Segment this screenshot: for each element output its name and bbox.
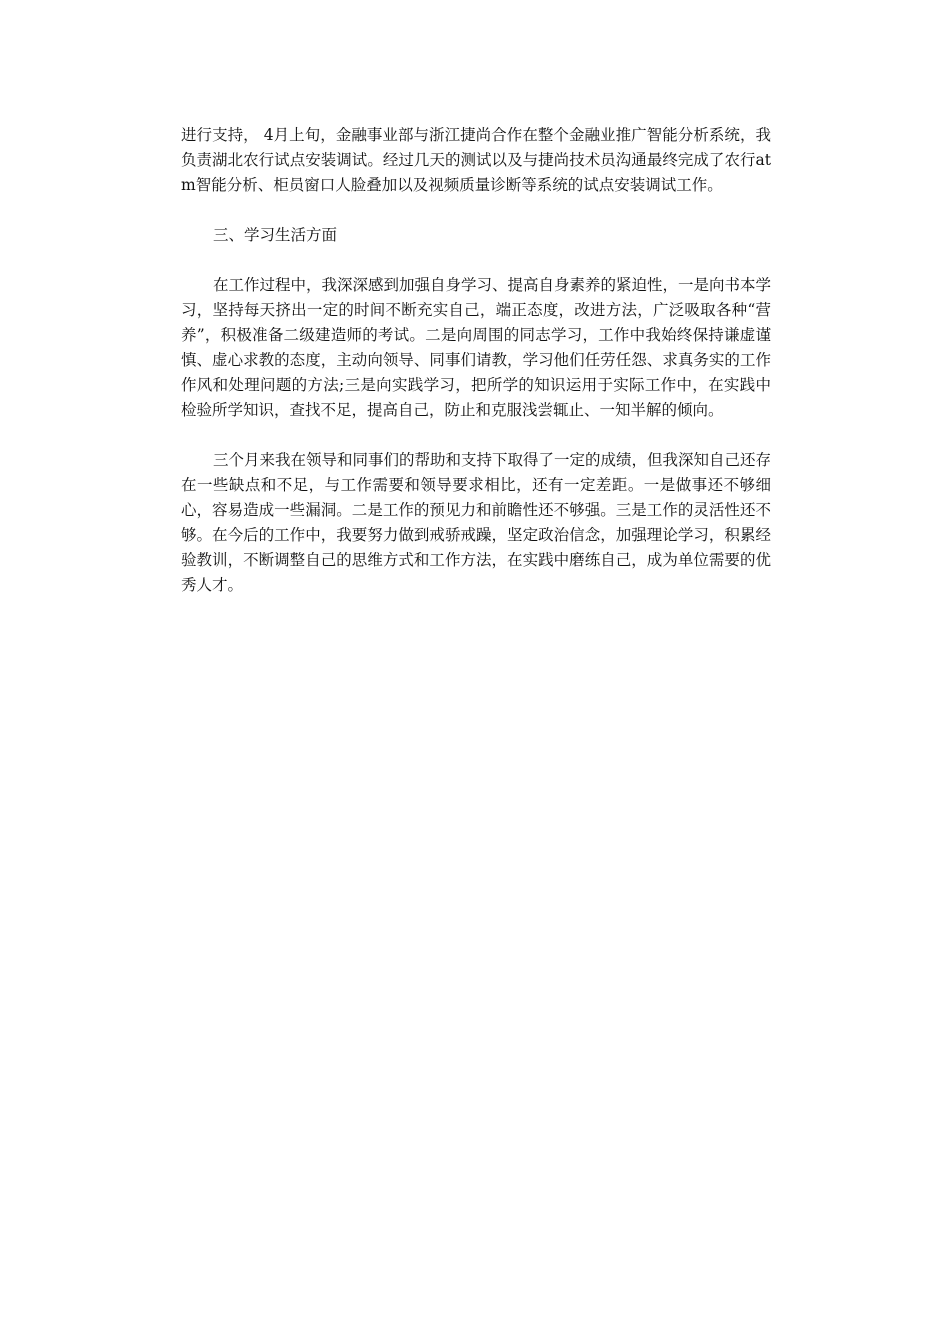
paragraph-summary: 三个月来我在领导和同事们的帮助和支持下取得了一定的成绩，但我深知自己还存在一些缺点和不足，与工作需要和领导要求相比，还有一定差距。一是做事还不够细心，容易造成一些漏洞。二是工作的预见力和前瞻性还不够强。三是工作的灵活性还不够。在今后的工作中，我要努力做到戒骄戒躁，坚定政治信念，加强理论学习，积累经验教训，不断调整自己的思维方式和工作方法，在实践中磨练自己，成为单位需要的优秀人才。: [181, 451, 772, 594]
paragraph-gap: [181, 423, 771, 448]
paragraph-gap: [181, 198, 771, 223]
paragraph-study: 在工作过程中，我深深感到加强自身学习、提高自身素养的紧迫性，一是向书本学习，坚持每天挤出一定的时间不断充实自己，端正态度，改进方法，广泛吸取各种“营养”，积极准备二级建造师的考试。二是向周围的同志学习，工作中我始终保持谦虚谨慎、虚心求教的态度，主动向领导、同事们请教，学习他们任劳任怨、求真务实的工作作风和处理问题的方法;三是向实践学习，把所学的知识运用于实际工作中，在实践中检验所学知识，查找不足，提高自己，防止和克服浅尝辄止、一知半解的倾向。: [181, 276, 772, 419]
section-heading: 三、学习生活方面: [213, 226, 338, 244]
document-page: [181, 123, 771, 598]
paragraph-continuation: 进行支持， 4月上旬，金融事业部与浙江捷尚合作在整个金融业推广智能分析系统，我负责湖北农行试点安装调试。经过几天的测试以及与捷尚技术员沟通最终完成了农行atm智能分析、柜员窗口人脸叠加以及视频质量诊断等系统的试点安装调试工作。: [181, 126, 771, 194]
paragraph-gap: [181, 248, 771, 273]
